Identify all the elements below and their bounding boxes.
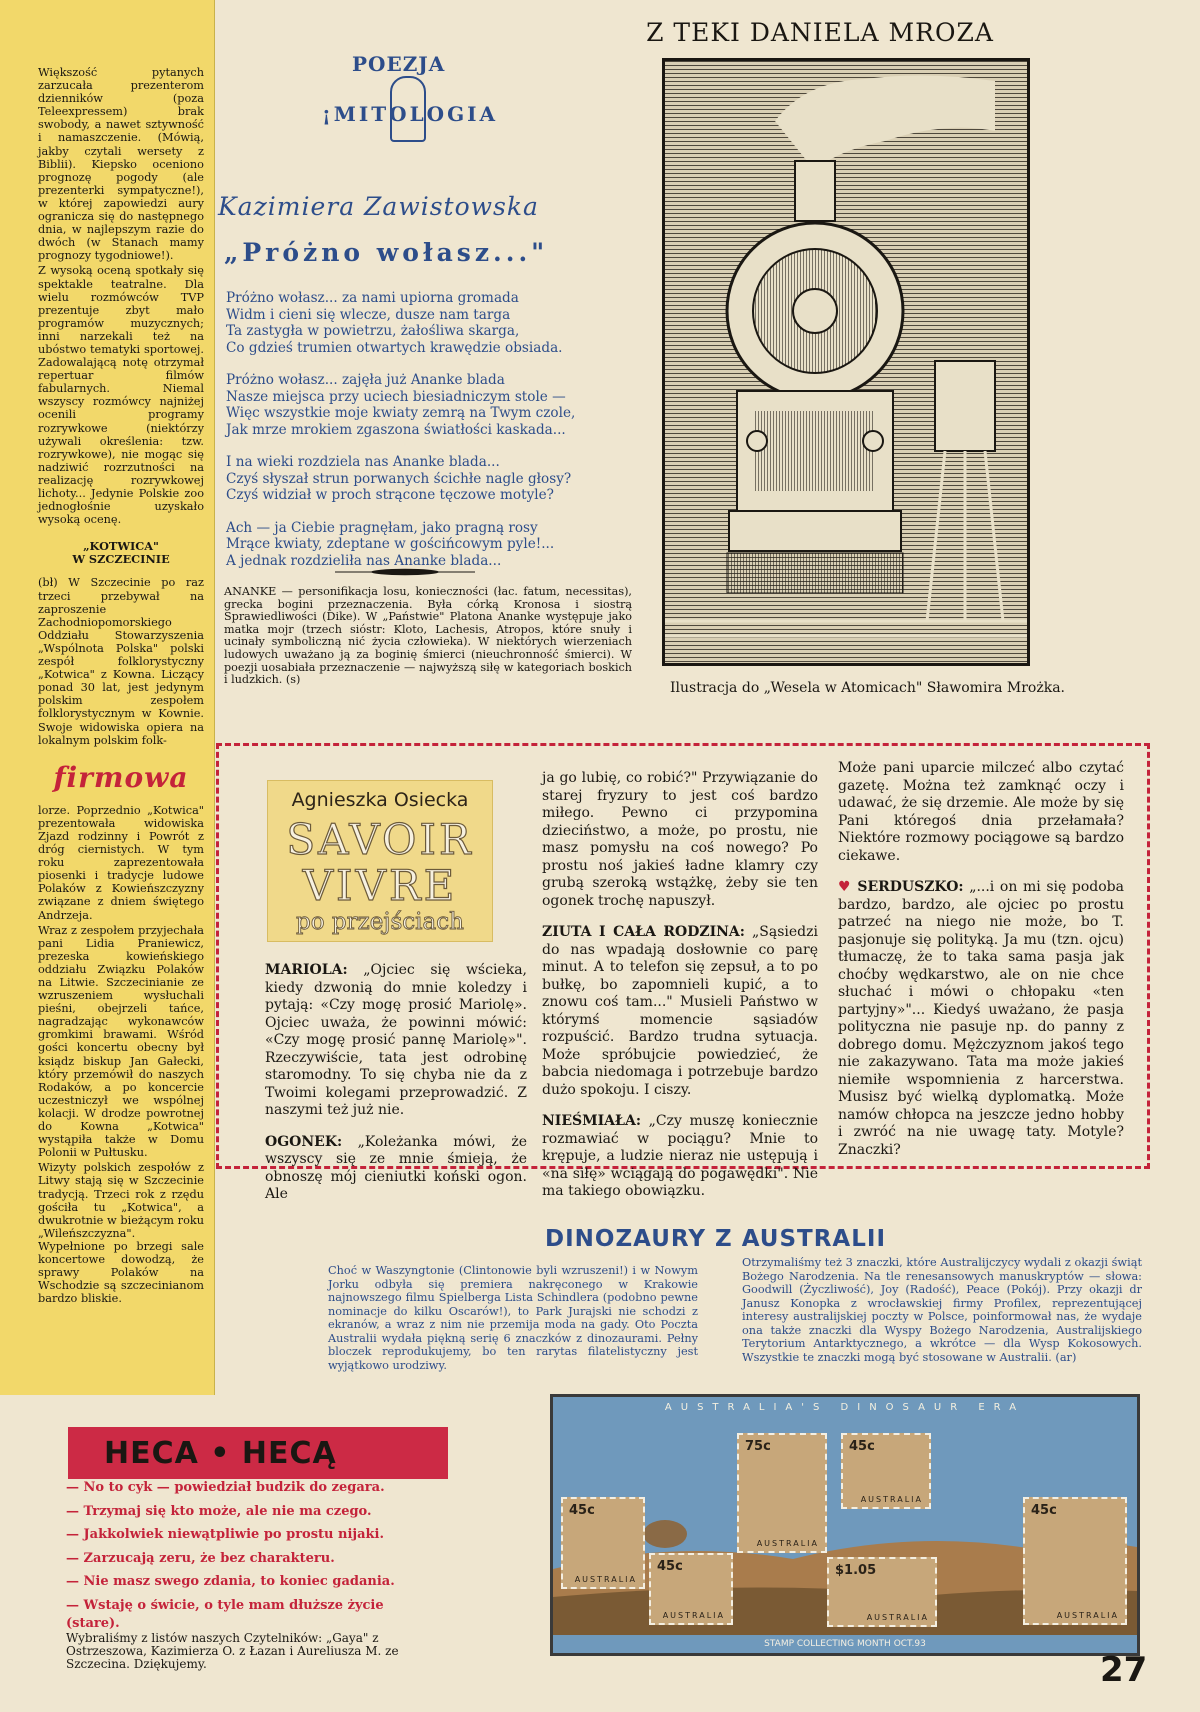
stamp-country: AUSTRALIA <box>574 1575 637 1584</box>
advice-column-2 <box>542 770 818 1215</box>
advice-item <box>265 1134 527 1204</box>
kotwica-subheading <box>38 540 204 566</box>
kotwica-paragraph: lorze. Poprzednio „Kotwica" prezentowała widowiska Zjazd rodzinny i Powrót z dróg ciernistych. W tym roku zaprezentowała piosenki i tradycje ludowe Polaków z Kowieńszczyzny związane z dniem świętego Andrzeja. <box>38 803 204 922</box>
stamp <box>649 1553 733 1625</box>
poem-line: Próżno wołasz... za nami upiorna gromada <box>226 290 519 306</box>
mroz-section-title: Z TEKI DANIELA MROZA <box>646 18 994 47</box>
subheading-line: W SZCZECINIE <box>72 552 170 567</box>
advice-item <box>838 760 1124 865</box>
aphorism: (stare). <box>66 1616 120 1631</box>
stamp-country: AUSTRALIA <box>860 1495 923 1504</box>
aphorism: — Nie masz swego zdania, to koniec gadania. <box>66 1574 395 1589</box>
letter-author: SERDUSZKO: <box>857 879 964 895</box>
advice-text: „...i on mi się podoba bardzo, bardzo, ale ojciec po prostu patrzeć na niego nie może, bo T. pasjonuje się polityką. Ja mu (tzn. ojcu) tłumaczę, że to taka sama pasja jak choćby wędkarstwo, ale on nie chce słuchać i mówi o chłopaku «ten partyjny»"... Kiedyś uważano, że pasja polityczna nie pasuje np. do panny z dobrego domu. Mężczyznom jakoś tego nie zakazywano. Tata ma może jakieś niemiłe wspomnienia z harcerstwa. Musisz być wielką dyplomatką. Może namów chłopca na jeszcze jedno hobby i zwróć na nie uwagę taty. Motyle? Znaczki? <box>838 879 1124 1158</box>
letter-author: MARIOLA: <box>265 962 348 978</box>
poem-stanza <box>226 290 636 356</box>
ananke-note: ANANKE — personifikacja losu, konieczności (łac. fatum, necessitas), grecka bogini przeznaczenia. Była córką Kronosa i siostrą Sprawiedliwości (Dike). W „Państwie" Platona Ananke występuje jako matka mojr (trzech sióstr: Kloto, Lachesis, Atropos, które snuły i ucinały symboliczną nić życia człowieka). W niektórych wierzeniach ludowych uważano ją za boginię śmierci (nieuchronność śmierci). W poezji uosabiała przeznaczenie — najwyższą siłę w kategoriach boskich i ludzkich. (s) <box>224 585 632 687</box>
subheading-line: „KOTWICA" <box>83 539 159 554</box>
advice-column-3 <box>838 760 1124 1173</box>
column-author: Agnieszka Osiecka <box>291 789 469 811</box>
advice-item <box>265 962 527 1120</box>
heca-note: Wybraliśmy z listów naszych Czytelników: „Gaya" z Ostrzeszowa, Kazimierza O. z Łazan i Aureliusza M. ze Szczecina. Dziękujemy. <box>66 1631 399 1671</box>
advice-item <box>542 1113 818 1201</box>
dinosaur-stamp-sheet <box>550 1394 1140 1656</box>
advice-text: „Koleżanka mówi, że wszyscy się ze mnie śmieją, że obnoszę mój cieniutki koński ogon. Ale <box>265 1133 527 1202</box>
title-line: VIVRE <box>302 861 458 910</box>
dinozaury-column-2: Otrzymaliśmy też 3 znaczki, które Australijczycy wydali z okazji świąt Bożego Narodzenia. Na tle renesansowych manuskryptów — słowa: Goodwill (Życzliwość), Joy (Radość), Peace (Pokój). Przy okazji dr Janusz Konopka z wrocławskiej firmy Profilex, reprezentującej interesy australijskiej poczty w Polsce, poinformował nas, że wydaje ona także znaczki dla Wyspy Bożego Narodzenia, Australijskiego Terytorium Antarktycznego, a wkrótce — dla Wysp Kokosowych. Wszystkie te znaczki mogą być stosowane w Australii. (ar) <box>742 1256 1142 1364</box>
poem-line: Co gdzieś trumien otwartych krawędzie obsiada. <box>226 339 563 356</box>
poem-stanza <box>226 454 636 504</box>
poem-line: Więc wszystkie moje kwiaty zemrą na Twym czole, <box>226 405 576 421</box>
advice-text: „Sąsiedzi do nas wpadają dosłownie co parę minut. A to telefon się zepsuł, a to po bułkę, bo zapomnieli kupić, a to znowu coś tam..." Musieli Państwo w którymś momencie sąsiadów rozpuścić. Bardzo trudna sytuacja. Może spróbujcie powiedzieć, że babcia niedomaga i potrzebuje bardzo dużo spokoju. I ciszy. <box>542 924 818 1098</box>
poem-line: Próżno wołasz... zajęła już Ananke blada <box>226 372 505 388</box>
stamp-country: AUSTRALIA <box>866 1613 929 1622</box>
kotwica-paragraph: Wraz z zespołem przyjechała pani Lidia Praniewicz, prezeska kowieńskiego oddziału Związku Polaków na Litwie. Szczecinianie ze wzruszeniem wysłuchali pieśni, obejrzeli tańce, nagradzając wykonawców gromkimi brawami. Wśród gości koncertu obecny był ksiądz biskup Jan Gałecki, który przemówił do naszych Rodaków, a po koncercie uczestniczył we wspólnej kolacji. W drodze powrotnej do Kowna „Kotwica" wystąpiła także w Domu Polonii w Pułtusku. <box>38 923 204 1160</box>
dinozaury-title: DINOZAURY Z AUSTRALII <box>545 1226 887 1252</box>
advice-text: „Czy muszę koniecznie rozmawiać w pociągu? Mnie to krępuje, a ludzie nieraz nie ustępują i «na siłę» wciągają do pogawędki". Nie ma takiego obowiązku. <box>542 1113 818 1199</box>
letter-author: NIEŚMIAŁA: <box>542 1113 642 1129</box>
poem-line: Widm i cieni się wlecze, dusze nam targa <box>226 306 511 323</box>
rubric-firmowa: firmowa <box>53 760 189 794</box>
aphorism: — Trzymaj się kto może, ale nie ma czego. <box>66 1503 372 1519</box>
stamp-country: AUSTRALIA <box>756 1539 819 1548</box>
advice-text: „Ojciec się wścieka, kiedy dzwonią do mnie koledzy i pytają: «Czy mogę prosić Mariolę». Ojciec uważa, że powinni mówić: «Czy mogę prosić pannę Mariolę»". Rzeczywiście, tata jest odrobinę staromodny. To się chyba nie da z Twoimi kolegami przeprowadzić. Z naszymi też już nie. <box>265 962 527 1118</box>
kotwica-paragraph: Wizyty polskich zespołów z Litwy stają się w Szczecinie tradycją. Trzeci rok z rzędu gościła tu „Kotwica", a dwukrotnie w bieżącym roku „Wileńszczyzna". Wypełnione po brzegi sale koncertowe dowodzą, że sprawy Polaków na Wschodzie są szczecinianom bardzo bliskie. <box>38 1161 204 1306</box>
heca-aphorisms <box>66 1476 426 1631</box>
stamp-country: AUSTRALIA <box>1056 1611 1119 1620</box>
poem-line: Czyś słyszał strun porwanych ścichłe nagle głosy? <box>226 470 572 487</box>
aphorism: — Jakkolwiek niewątpliwie po prostu nijaki. <box>66 1527 385 1542</box>
stamp-value: 45c <box>657 1559 683 1574</box>
poem-line: A jednak rozdzieliła nas Ananke blada... <box>226 552 502 569</box>
poem-stanza <box>226 520 636 570</box>
advice-column-1 <box>265 962 527 1218</box>
dinozaury-column-1: Choć w Waszyngtonie (Clintonowie byli wzruszeni!) i w Nowym Jorku odbyła się premiera nakręconego w Krakowie najnowszego filmu Spielberga Lista Schindlera (podobno pewne nominacje do kilku Oscarów!), to Park Jurajski nie schodzi z ekranów, a wraz z nim nie przemija moda na gady. Oto Poczta Australii wydała piękną serię 6 znaczków z dinozaurami. Pełny bloczek reprodukujemy, bo ten rarytas filatelistyczny jest wyjątkowo urodziwy. <box>328 1264 698 1372</box>
illustration-caption: Ilustracja do „Wesela w Atomicach" Sławomira Mrożka. <box>670 680 1066 696</box>
poem-stanza <box>226 372 636 438</box>
poem-author: Kazimiera Zawistowska <box>218 192 539 221</box>
locomotive-illustration <box>662 58 1030 666</box>
stamp <box>841 1433 931 1509</box>
logo-top-text: POEZJA <box>352 52 446 76</box>
advice-text: Może pani uparcie milczeć albo czytać gazetę. Można też zamknąć oczy i udawać, że się drzemie. Ale może by się Pani któregoś dnia przełamała? Niektóre rozmowy pociągowe są bardzo ciekawe. <box>838 760 1124 864</box>
page-number: 27 <box>1100 1650 1148 1690</box>
stamp <box>561 1497 645 1589</box>
advice-item <box>838 879 1124 1159</box>
left-news-column <box>0 0 215 1395</box>
savoir-vivre-header <box>267 780 493 942</box>
advice-item <box>542 924 818 1099</box>
stamp-value: 75c <box>745 1439 771 1454</box>
poem-line: Mrące kwiaty, zdeptane w gościńcowym pyle!... <box>226 536 555 552</box>
stamp <box>827 1557 937 1627</box>
stamp-value: $1.05 <box>835 1563 877 1578</box>
poem-body <box>226 290 636 585</box>
ornament-divider <box>335 568 475 576</box>
title-line: SAVOIR <box>286 815 474 864</box>
poem-line: Jak mrze mrokiem zgaszona światłości kaskada... <box>226 421 566 438</box>
stamp-country: AUSTRALIA <box>662 1611 725 1620</box>
poezja-mitologia-logo <box>318 52 498 152</box>
heca-title: HECA • HECĄ <box>104 1436 337 1471</box>
title-subline: po przejściach <box>296 909 464 935</box>
logo-bottom-text: ¡MITOLOGIA <box>322 102 499 126</box>
stamp <box>737 1433 827 1553</box>
poem-line: Ta zastygła w powietrzu, żałośliwa skarga, <box>226 323 520 339</box>
stamp-value: 45c <box>849 1439 875 1454</box>
advice-item <box>542 770 818 910</box>
poem-line: I na wieki rozdziela nas Ananke blada... <box>226 454 500 470</box>
locomotive-drawing <box>665 61 1027 663</box>
stamp-value: 45c <box>569 1503 595 1518</box>
advice-text: ja go lubię, co robić?" Przywiązanie do starej fryzury to jest coś bardzo miłego. Pewno ci przypomina dzieciństwo, a może, po prostu, nie masz pomysłu na coś nowego? Po prostu noś jakieś ładne klamry czy grubą szeroką wstążkę, żeby sie ten ogonek trochę napuszył. <box>542 770 818 909</box>
left-paragraph: Z wysoką oceną spotkały się spektakle teatralne. Dla wielu rozmówców TVP prezentuje zbyt mało programów muzycznych; inni narzekali też na ubóstwo tematyki sportowej. Zadowalającą notę otrzymał repertuar filmów fabularnych. Niemal wszyscy rozmówcy najniżej ocenili programy rozrywkowe (niektórzy używali określenia: tzw. rozrywkowe), nie mogąc się nadziwić rozrzutności na realizację rozrywkowej lichoty... Jedynie Polskie zoo jednogłośnie uzyskało wysoką ocenę. <box>38 264 204 527</box>
poem-title: „Próżno wołasz..." <box>224 238 549 267</box>
letter-author: ZIUTA I CAŁA RODZINA: <box>542 924 745 940</box>
aphorism: — Wstaję o świcie, o tyle mam dłuższe życie <box>66 1597 384 1613</box>
poem-line: Czyś widział w proch strącone tęczowe motyle? <box>226 487 554 503</box>
aphorism: — Zarzucają zeru, że bez charakteru. <box>66 1550 335 1566</box>
stamp <box>1023 1497 1127 1625</box>
poem-line: Ach — ja Ciebie pragnęłam, jako pragną rosy <box>226 519 538 536</box>
heart-icon: ♥ <box>838 879 858 895</box>
kotwica-paragraph: (bł) W Szczecinie po raz trzeci przebywał na zaproszenie Zachodniopomorskiego Oddziału Stowarzyszenia „Wspólnota Polska" polski zespół folklorystyczny „Kotwica" z Kowna. Liczący ponad 30 lat, jest jedynym polskim zespołem folklorystycznym w Kownie. Swoje widowiska opiera na lokalnym polskim folk- <box>38 576 204 747</box>
aphorism: — No to cyk — powiedział budzik do zegara. <box>66 1480 385 1495</box>
letter-author: OGONEK: <box>265 1133 343 1150</box>
heca-banner <box>68 1427 448 1479</box>
sheet-band: AUSTRALIA'S DINOSAUR ERA <box>664 1402 1026 1413</box>
sheet-footer: STAMP COLLECTING MONTH OCT.93 <box>764 1639 926 1649</box>
poem-line: Nasze miejsca przy uciech biesiadniczym stole — <box>226 388 566 405</box>
left-paragraph: Większość pytanych zarzucała prezenterom dzienników (poza Teleexpressem) brak swobody, a nawet sztywność i namaszczenie. (Mówią, jakby czytali wersety z Biblii). Kiepsko oceniono prognozę pogody (ale prezenterki sympatyczne!), w której zapowiedzi aury ogranicza się do następnego dnia, w najlepszym razie do dwóch (w Stanach mamy prognozy tygodniowe!). <box>38 66 204 263</box>
stamp-value: 45c <box>1031 1503 1057 1518</box>
